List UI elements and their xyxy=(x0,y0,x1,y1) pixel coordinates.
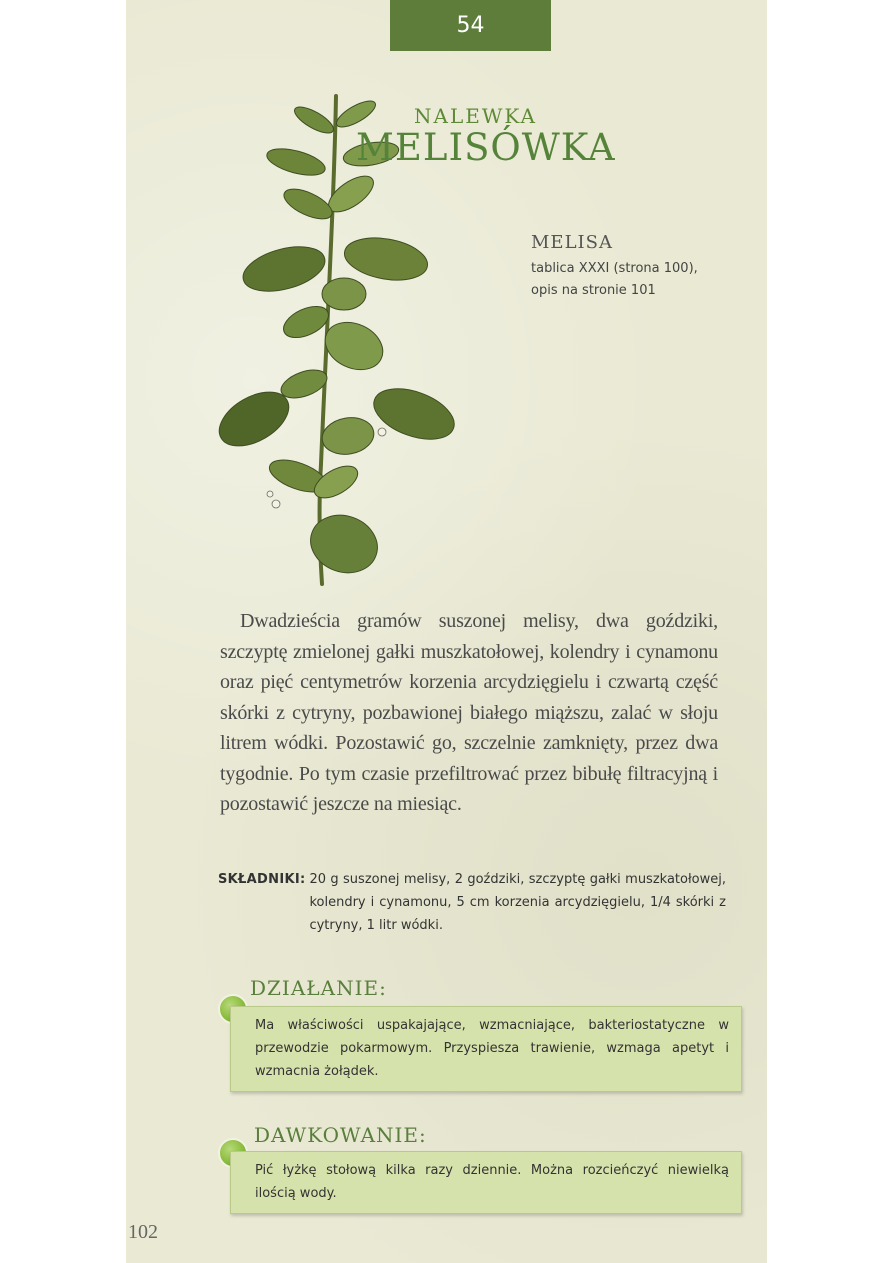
dosage-text: Pić łyżkę stołową kilka razy dziennie. Można rozcieńczyć niewielką ilością wody. xyxy=(255,1163,729,1201)
page-number: 102 xyxy=(128,1221,158,1243)
page-title: MELISÓWKA xyxy=(356,126,616,169)
ingredients-block xyxy=(218,868,726,937)
dosage-box xyxy=(230,1151,742,1214)
title-kicker: NALEWKA xyxy=(414,104,537,128)
dosage-heading: DAWKOWANIE: xyxy=(254,1123,427,1147)
herb-plate-reference: tablica XXXI (strona 100), xyxy=(531,261,698,276)
action-text: Ma właściwości uspakajające, wzmacniające, bakteriostatyczne w przewodzie pokarmowym. Przyspiesza trawienie, wzmaga apetyt i wzmacnia żołądek. xyxy=(255,1018,729,1079)
book-page xyxy=(126,0,767,1263)
recipe-number-tab xyxy=(390,0,551,51)
herb-description-reference: opis na stronie 101 xyxy=(531,283,656,298)
herb-reference xyxy=(531,258,731,302)
action-heading: DZIAŁANIE: xyxy=(250,976,387,1000)
action-box xyxy=(230,1006,742,1092)
ingredients-label: SKŁADNIKI: xyxy=(218,872,306,887)
ingredients-list: 20 g suszonej melisy, 2 goździki, szczyptę gałki muszkatołowej, kolendry i cynamonu, 5 cm korzenia arcydzięgielu, 1/4 skórki z cytryny, 1 litr wódki. xyxy=(309,872,726,933)
herb-name: MELISA xyxy=(531,232,613,253)
recipe-instructions: Dwadzieścia gramów suszonej melisy, dwa goździki, szczyptę zmielonej gałki muszkatołowej, kolendry i cynamonu oraz pięć centymetrów korzenia arcydzięgielu i czwartą część skórki z cytryny, pozbawionej białego miąższu, zalać w słoju litrem wódki. Pozostawić go, szczelnie zamknięty, przez dwa tygodnie. Po tym czasie przefiltrować przez bibułę filtracyjną i pozostawić jeszcze na miesiąc. xyxy=(220,610,718,815)
recipe-number: 54 xyxy=(456,13,485,38)
